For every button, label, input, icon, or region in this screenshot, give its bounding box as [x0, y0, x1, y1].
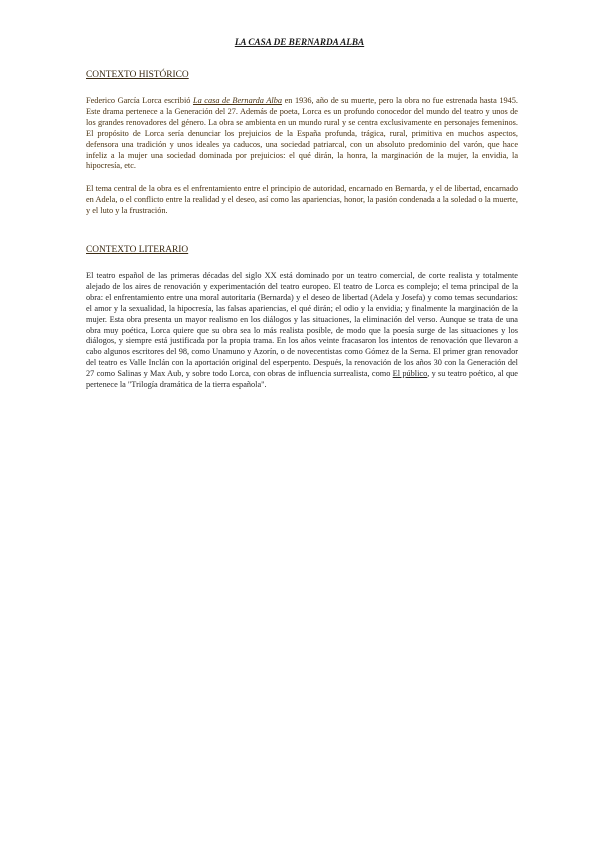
section-heading-historico: CONTEXTO HISTÓRICO: [86, 70, 189, 80]
paragraph-text: El teatro español de las primeras décadas del siglo XX está dominado por un teatro comercial, de corte realista y totalmente alejado de los aires de renovación y experimentación del teatro europeo. El teatro de Lorca es complejo; el tema principal de la obra: el enfrentamiento entre una moral autoritaria (Bernarda) y el deseo de libertad (Adela y Josefa) y como temas secundarios: el amor y la sexualidad, la hipocresía, las falsas apariencias, el qué dirán; el odio y la envidia; y finalmente la marginación de la mujer. Esta obra presenta un mayor realismo en los diálogos y las situaciones, la eliminación del verso. Aunque se trata de una obra muy poética, Lorca quiere que su obra sea lo más realista posible, de modo que la poesía surge de las situaciones y los diálogos, y siempre está justificada por la propia trama. En los años veinte fracasaron los intentos de renovación que llevaron a cabo algunos escritores del 98, como Unamuno y Azorín, o de novecentistas como Gómez de la Serna. El primer gran renovador del teatro es Valle Inclán con la aportación original del esperpento. Después, la renovación de los años 30 con la Generación del 27 como Salinas y Max Aub, y sobre todo Lorca, con obras de influencia surrealista, como: [86, 271, 518, 379]
document-title: LA CASA DE BERNARDA ALBA: [234, 37, 365, 47]
paragraph-text: en 1936, año de su muerte, pero la obra no fue estrenada hasta 1945. Este drama pertenece a la Generación del 27. Además de poeta, Lorca es un profundo conocedor del mundo del teatro y unos de los grandes renovadores del género. La obra se ambienta en un mundo rural y se centra exclusivamente en personajes femeninos. El propósito de Lorca sería denunciar los prejuicios de la España profunda, trágica, rural, primitiva en muchos aspectos, defensora una tradición y unos ideales ya caducos, una sociedad patriarcal, con un absoluto predominio del varón, que hace infeliz a la mujer una sociedad dominada por prejuicios: el qué dirán, la honra, la marginación de la mujer, la envidia, la hipocresía, etc.: [86, 96, 518, 171]
paragraph-literario: [86, 271, 518, 391]
paragraph-tema-central: El tema central de la obra es el enfrentamiento entre el principio de autoridad, encarnado en Bernarda, y el de libertad, encarnado en Adela, o el conflicto entre la realidad y el deseo, así como las apariencias, honor, la pasión condenada a la soledad o la muerte, y el luto y la frustración.: [86, 184, 518, 215]
paragraph-text: Federico García Lorca escribió: [86, 96, 193, 105]
paragraph-text: , y su teatro poético, al que pertenece la "Trilogía dramática de la tierra española".: [86, 369, 518, 390]
work-title-link[interactable]: El público: [392, 369, 428, 379]
paragraph-historico: [86, 96, 518, 172]
section-heading-literario: CONTEXTO LITERARIO: [86, 245, 189, 255]
work-title-link[interactable]: La casa de Bernarda Alba: [192, 96, 283, 105]
